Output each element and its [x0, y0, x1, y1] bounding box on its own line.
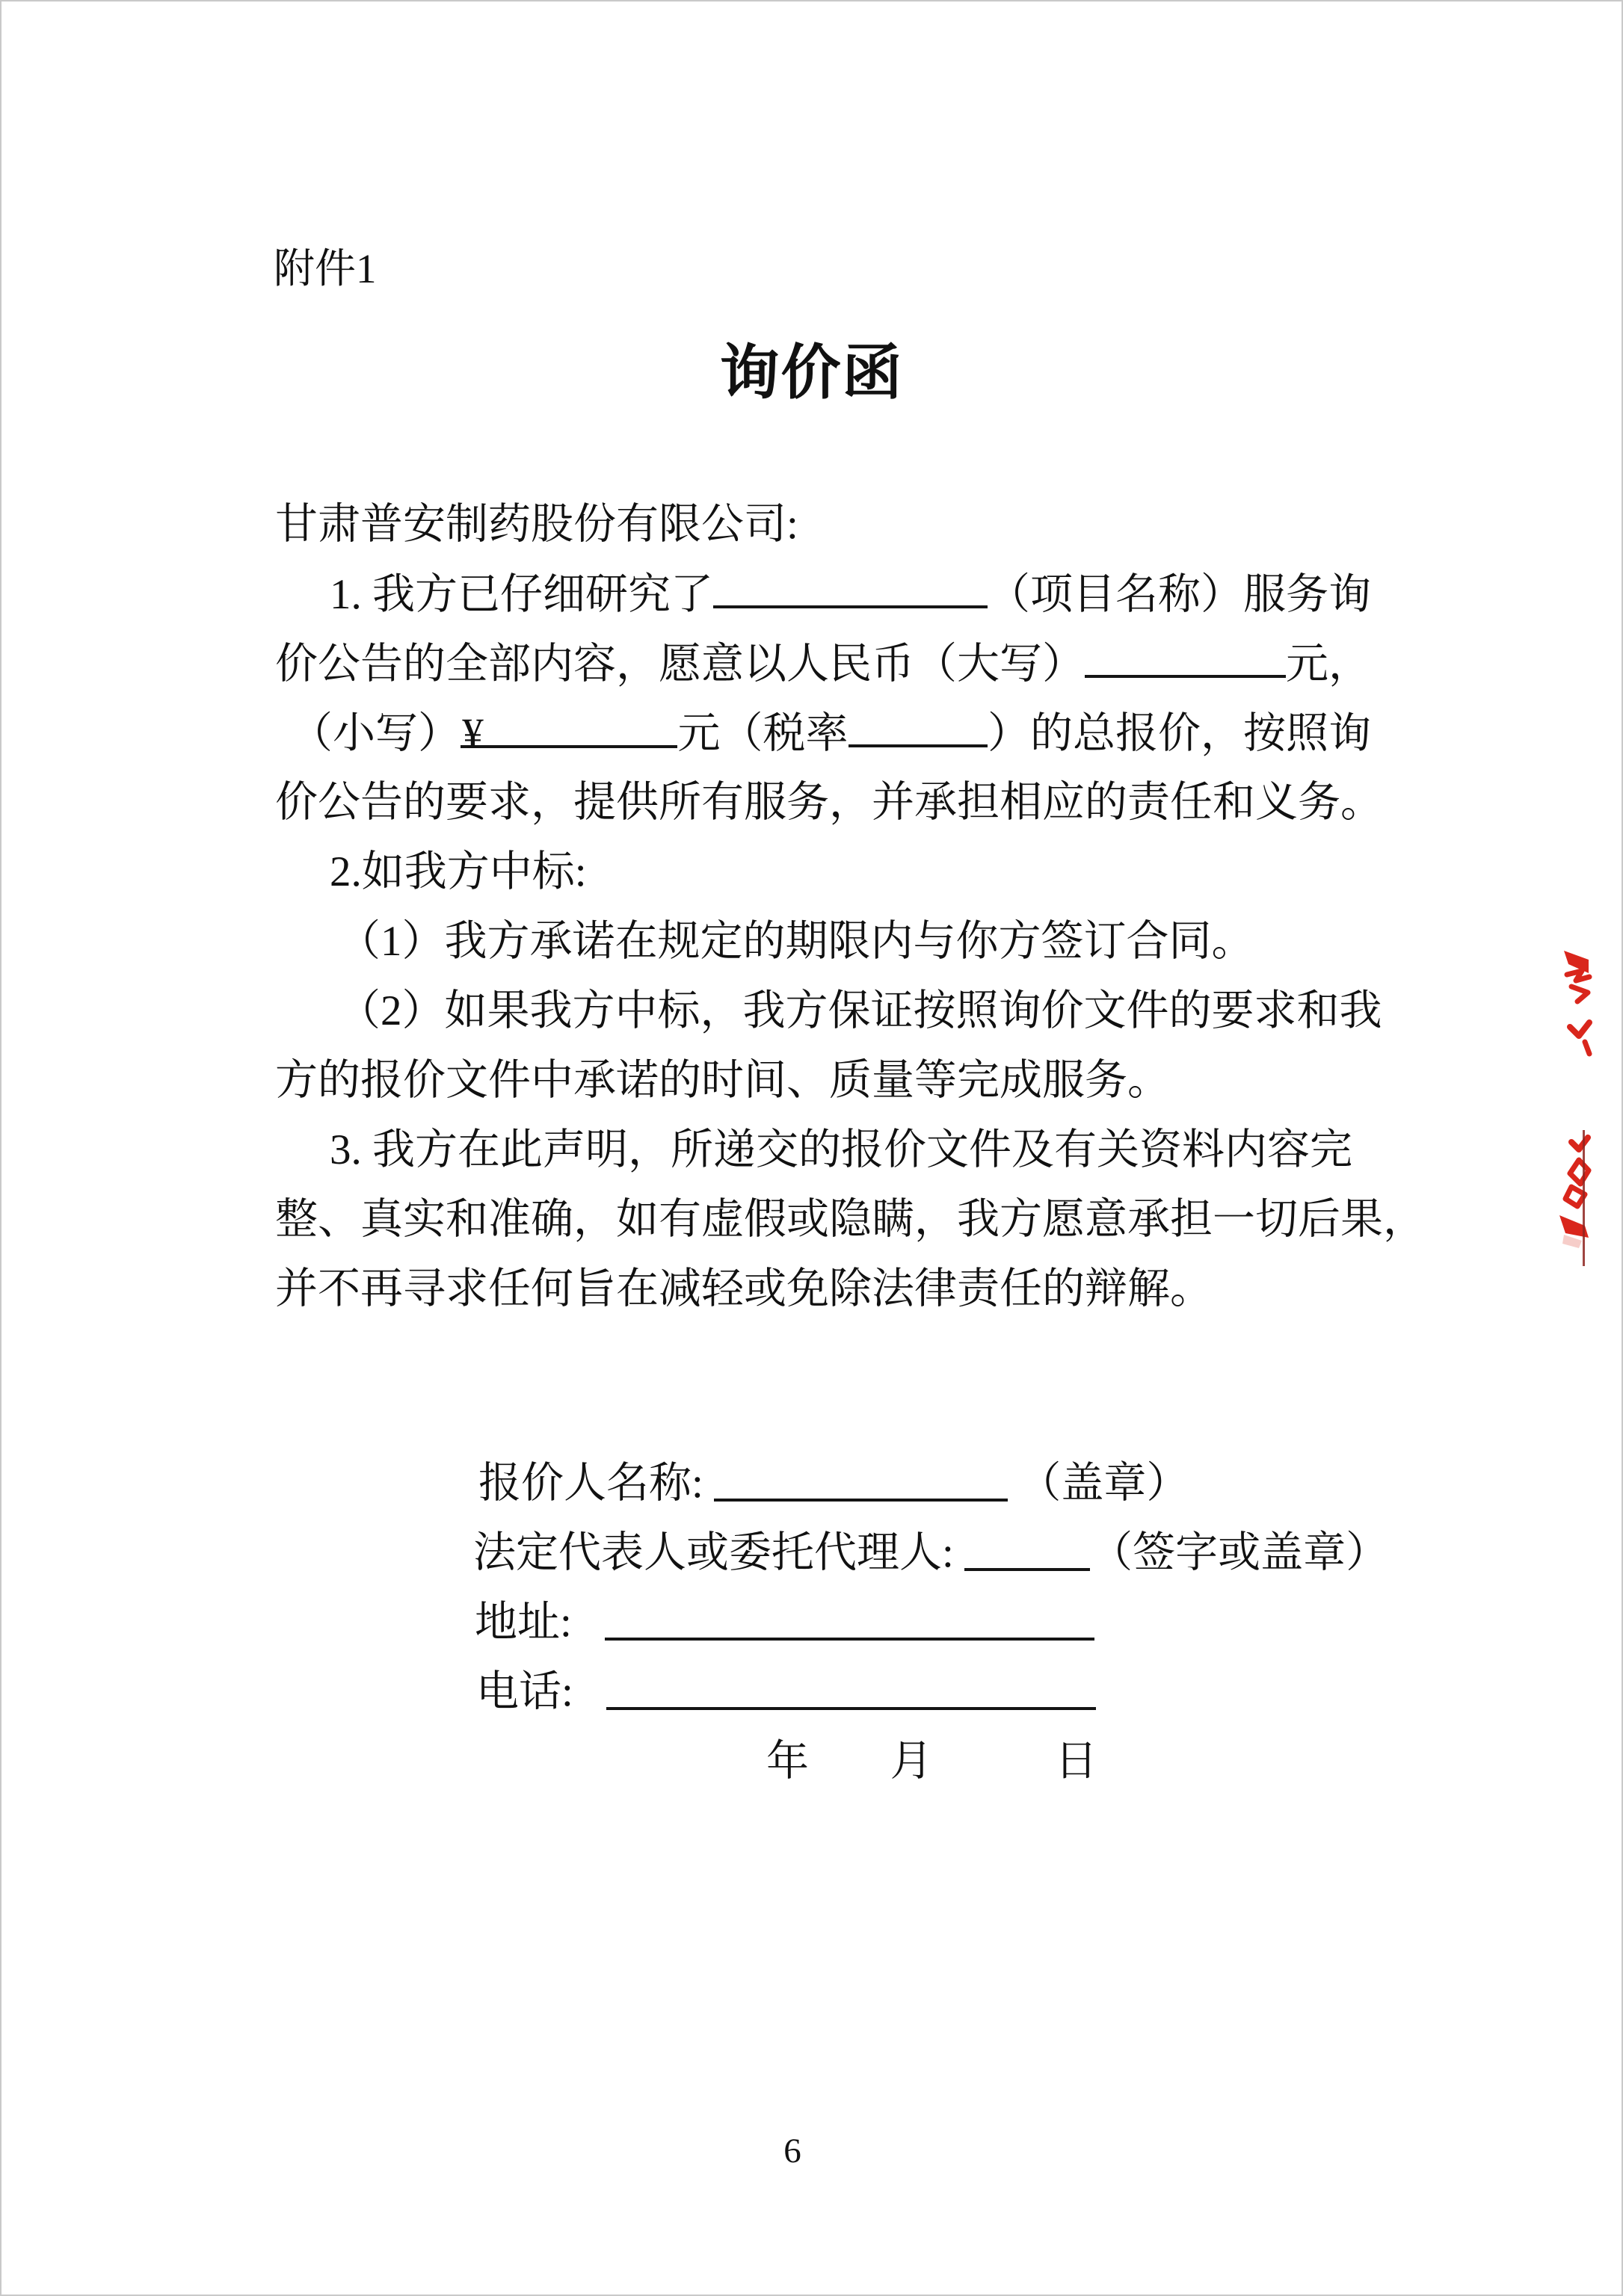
- body-line-4: 价公告的要求，提供所有服务，并承担相应的责任和义务。: [275, 779, 1383, 826]
- attachment-label: 附件1: [274, 246, 377, 291]
- bidder-seal-note: （盖章）: [1018, 1460, 1189, 1507]
- blank-line-phone: [606, 1668, 1096, 1710]
- body-line-7: （2）如果我方中标，我方保证按照询价文件的要求和我: [338, 987, 1382, 1034]
- red-seal-fragment-top: [1556, 940, 1623, 1060]
- signature-bidder-line: [478, 1456, 1189, 1511]
- document-title: 询价函: [719, 341, 904, 407]
- blank-line-bidder-name: [714, 1460, 1008, 1502]
- body-line-9: 3. 我方在此声明，所递交的报价文件及有关资料内容完: [330, 1126, 1352, 1173]
- phone-label: 电话:: [476, 1668, 573, 1715]
- blank-line-amount-small: [461, 706, 677, 757]
- representative-seal-note: （签字或盖章）: [1090, 1529, 1389, 1576]
- date-month: 月: [890, 1738, 933, 1785]
- body-line-2-post: 元，: [1286, 641, 1371, 688]
- date-year: 年: [766, 1738, 809, 1785]
- signature-phone-line: [476, 1664, 1096, 1720]
- representative-label: 法定代表人或委托代理人:: [473, 1529, 954, 1576]
- signature-representative-line: [473, 1525, 1388, 1581]
- blank-line-tax-rate: [849, 706, 988, 747]
- body-line-2-pre: 价公告的全部内容，愿意以人民币（大写）: [275, 641, 1085, 688]
- body-line-5: 2.如我方中标:: [330, 848, 587, 895]
- body-line-1-post: （项目名称）服务询: [988, 571, 1371, 618]
- page-number: 6: [783, 2132, 801, 2170]
- red-seal-fragment-bottom: [1556, 1135, 1623, 1254]
- date-day: 日: [1055, 1738, 1097, 1785]
- seal-edge-line: [1583, 1130, 1585, 1266]
- blank-line-address: [605, 1599, 1094, 1641]
- body-line-8: 方的报价文件中承诺的时间、质量等完成服务。: [275, 1057, 1170, 1104]
- address-label: 地址:: [475, 1599, 572, 1646]
- bidder-label: 报价人名称:: [478, 1460, 703, 1507]
- body-line-2: [275, 636, 1371, 692]
- body-line-3: [275, 706, 1371, 762]
- body-line-1: [275, 567, 1371, 623]
- yuan-sign: ¥: [462, 710, 484, 757]
- body-line-3-pre: （小写）: [290, 710, 461, 757]
- body-line-1-pre: 1. 我方已仔细研究了: [330, 571, 713, 618]
- body-line-11: 并不再寻求任何旨在减轻或免除法律责任的辩解。: [275, 1265, 1213, 1312]
- blank-line-amount-capital: [1085, 636, 1286, 678]
- body-line-6: （1）我方承诺在规定的期限内与你方签订合同。: [338, 918, 1254, 965]
- salutation: 甘肃普安制药股份有限公司:: [275, 501, 798, 548]
- signature-address-line: [475, 1595, 1094, 1650]
- blank-line-project-name: [713, 567, 988, 608]
- date-line: [766, 1734, 1097, 1789]
- body-line-10: 整、真实和准确，如有虚假或隐瞒，我方愿意承担一切后果，: [275, 1196, 1426, 1243]
- body-line-3-mid: 元（税率: [677, 710, 849, 757]
- blank-line-representative: [964, 1529, 1090, 1571]
- body-line-3-post: ）的总报价，按照询: [988, 710, 1371, 757]
